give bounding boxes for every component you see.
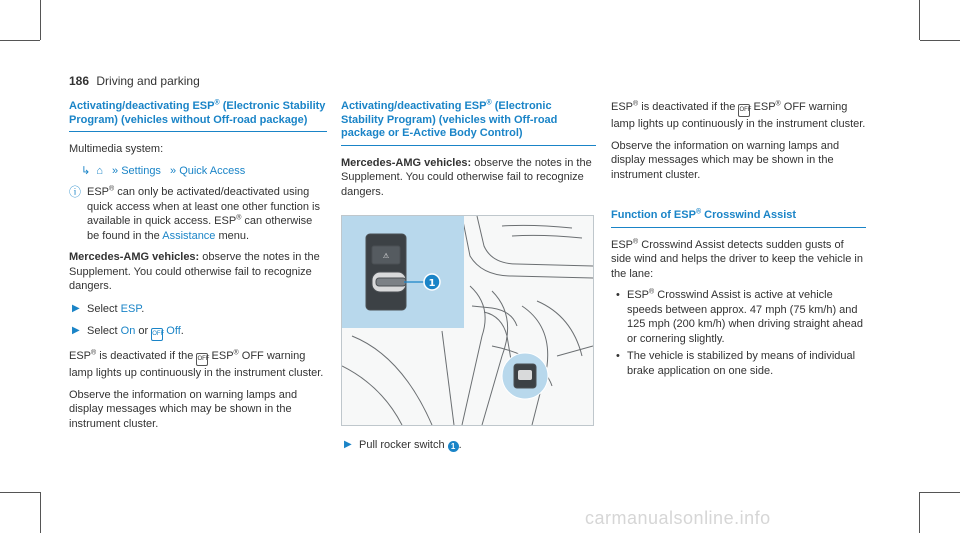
- crop-mark: [40, 492, 41, 533]
- running-header: [69, 74, 200, 88]
- step-pull-rocker: ▶ Pull rocker switch 1 .: [344, 439, 462, 451]
- watermark: carmanualsonline.info: [585, 508, 771, 528]
- callout-badge: 1: [448, 441, 459, 452]
- crop-mark: [0, 40, 40, 41]
- enter-arrow-icon: ↳: [81, 164, 91, 177]
- column-left: [69, 100, 327, 438]
- section-heading: Activating/deactivating ESP® (Electronic Stability Program) (vehicles with Off-road package or E-Active Body Control): [341, 99, 558, 139]
- crop-mark: [919, 492, 920, 533]
- info-note: ⓘ ESP® can only be activated/deactivated using quick access when at least one other function is available in quick access. ESP® can otherwise be found in the Assistance menu.: [69, 185, 320, 242]
- callout-1-label: 1: [428, 278, 436, 289]
- deactivation-text: ESP® is deactivated if the OFF ESP® OFF warning lamp lights up continuously in the instrument cluster.: [69, 349, 324, 379]
- deactivation-text: ESP® is deactivated if the OFF ESP® OFF warning lamp lights up continuously in the instrument cluster.: [611, 100, 866, 130]
- section-heading: Activating/deactivating ESP® (Electronic Stability Program) (vehicles without Off-road package): [69, 99, 326, 126]
- path-intro: Multimedia system:: [69, 143, 164, 155]
- chevron-right-icon: »: [170, 164, 177, 177]
- step-arrow-icon: ▶: [72, 325, 80, 336]
- crop-mark: [40, 0, 41, 40]
- heading-rule: [341, 145, 596, 146]
- center-console-illustration: [342, 216, 593, 425]
- heading-rule: [611, 227, 866, 228]
- observe-text: Observe the information on warning lamps and display messages which may be shown in the instrument cluster.: [611, 139, 840, 181]
- esp-off-icon: OFF: [738, 104, 750, 117]
- crop-mark: [920, 40, 960, 41]
- list-item: • ESP® Crosswind Assist is active at vehicle speeds between approx. 47 mph (75 km/h) and 125 mph (200 km/h) when driving straight ahead or cornering slightly.: [616, 288, 864, 345]
- esp-off-icon: OFF: [151, 328, 163, 341]
- crop-mark: [920, 492, 960, 493]
- svg-text:⚠: ⚠: [382, 252, 390, 260]
- path-quick-access: Quick Access: [179, 164, 246, 177]
- chevron-right-icon: »: [112, 164, 119, 177]
- rocker-switch-figure: [341, 215, 594, 426]
- column-middle: [341, 100, 596, 461]
- amg-note: Mercedes-AMG vehicles: observe the notes in the Supplement. You could otherwise fail to recognize dangers.: [341, 156, 592, 198]
- path-settings: Settings: [121, 164, 161, 177]
- home-icon: ⌂: [96, 164, 103, 177]
- info-icon: ⓘ: [69, 185, 82, 199]
- step-arrow-icon: ▶: [344, 439, 352, 450]
- step-select-esp: ▶ Select ESP.: [72, 302, 145, 315]
- step-arrow-icon: ▶: [72, 302, 80, 314]
- list-item: • The vehicle is stabilized by means of individual brake application on one side.: [616, 350, 856, 377]
- step-select-on-off: ▶ Select On or OFF Off.: [69, 324, 327, 341]
- crosswind-intro: ESP® Crosswind Assist detects sudden gusts of side wind and helps the driver to keep the vehicle in the lane:: [611, 237, 863, 280]
- crop-mark: [0, 492, 40, 493]
- page-number: 186: [69, 74, 90, 88]
- assistance-link: Assistance: [162, 229, 216, 242]
- amg-note: Mercedes-AMG vehicles: observe the notes in the Supplement. You could otherwise fail to recognize dangers.: [69, 251, 320, 292]
- menu-path: [69, 164, 327, 179]
- esp-off-icon: OFF: [196, 353, 208, 366]
- section-heading: Function of ESP® Crosswind Assist: [611, 208, 797, 221]
- section-title: Driving and parking: [96, 74, 200, 88]
- column-right: [611, 100, 866, 381]
- observe-text: Observe the information on warning lamps and display messages which may be shown in the instrument cluster.: [69, 388, 298, 430]
- crop-mark: [919, 0, 920, 40]
- heading-rule: [69, 131, 327, 132]
